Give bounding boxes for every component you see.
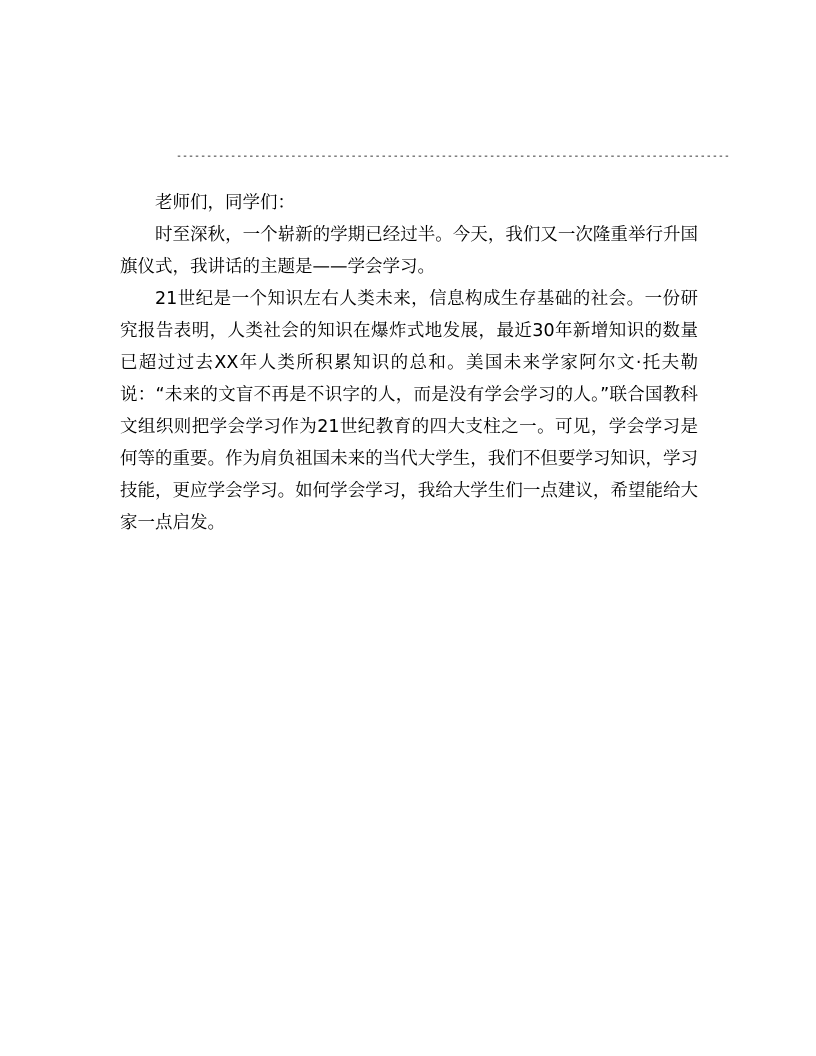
- paragraph-2: 21世纪是一个知识左右人类未来，信息构成生存基础的社会。一份研究报告表明，人类社会的知识在爆炸式地发展，最近30年新增知识的数量已超过过去XX年人类所积累知识的总和。美国未来学家阿尔文·托夫勒说：“未来的文盲不再是不识字的人，而是没有学会学习的人。”联合国教科文组织则把学会学习作为21世纪教育的四大支柱之一。可见，学会学习是何等的重要。作为肩负祖国未来的当代大学生，我们不但要学习知识，学习技能，更应学会学习。如何学会学习，我给大学生们一点建议，希望能给大家一点启发。: [120, 289, 698, 533]
- paragraph-1: 时至深秋，一个崭新的学期已经过半。今天，我们又一次隆重举行升国旗仪式，我讲话的主题是——学会学习。: [120, 225, 698, 277]
- separator-line: --------------------------------------------------------------------------------------------: [176, 151, 730, 162]
- salutation: 老师们，同学们：: [155, 193, 295, 213]
- document-body: [120, 187, 698, 539]
